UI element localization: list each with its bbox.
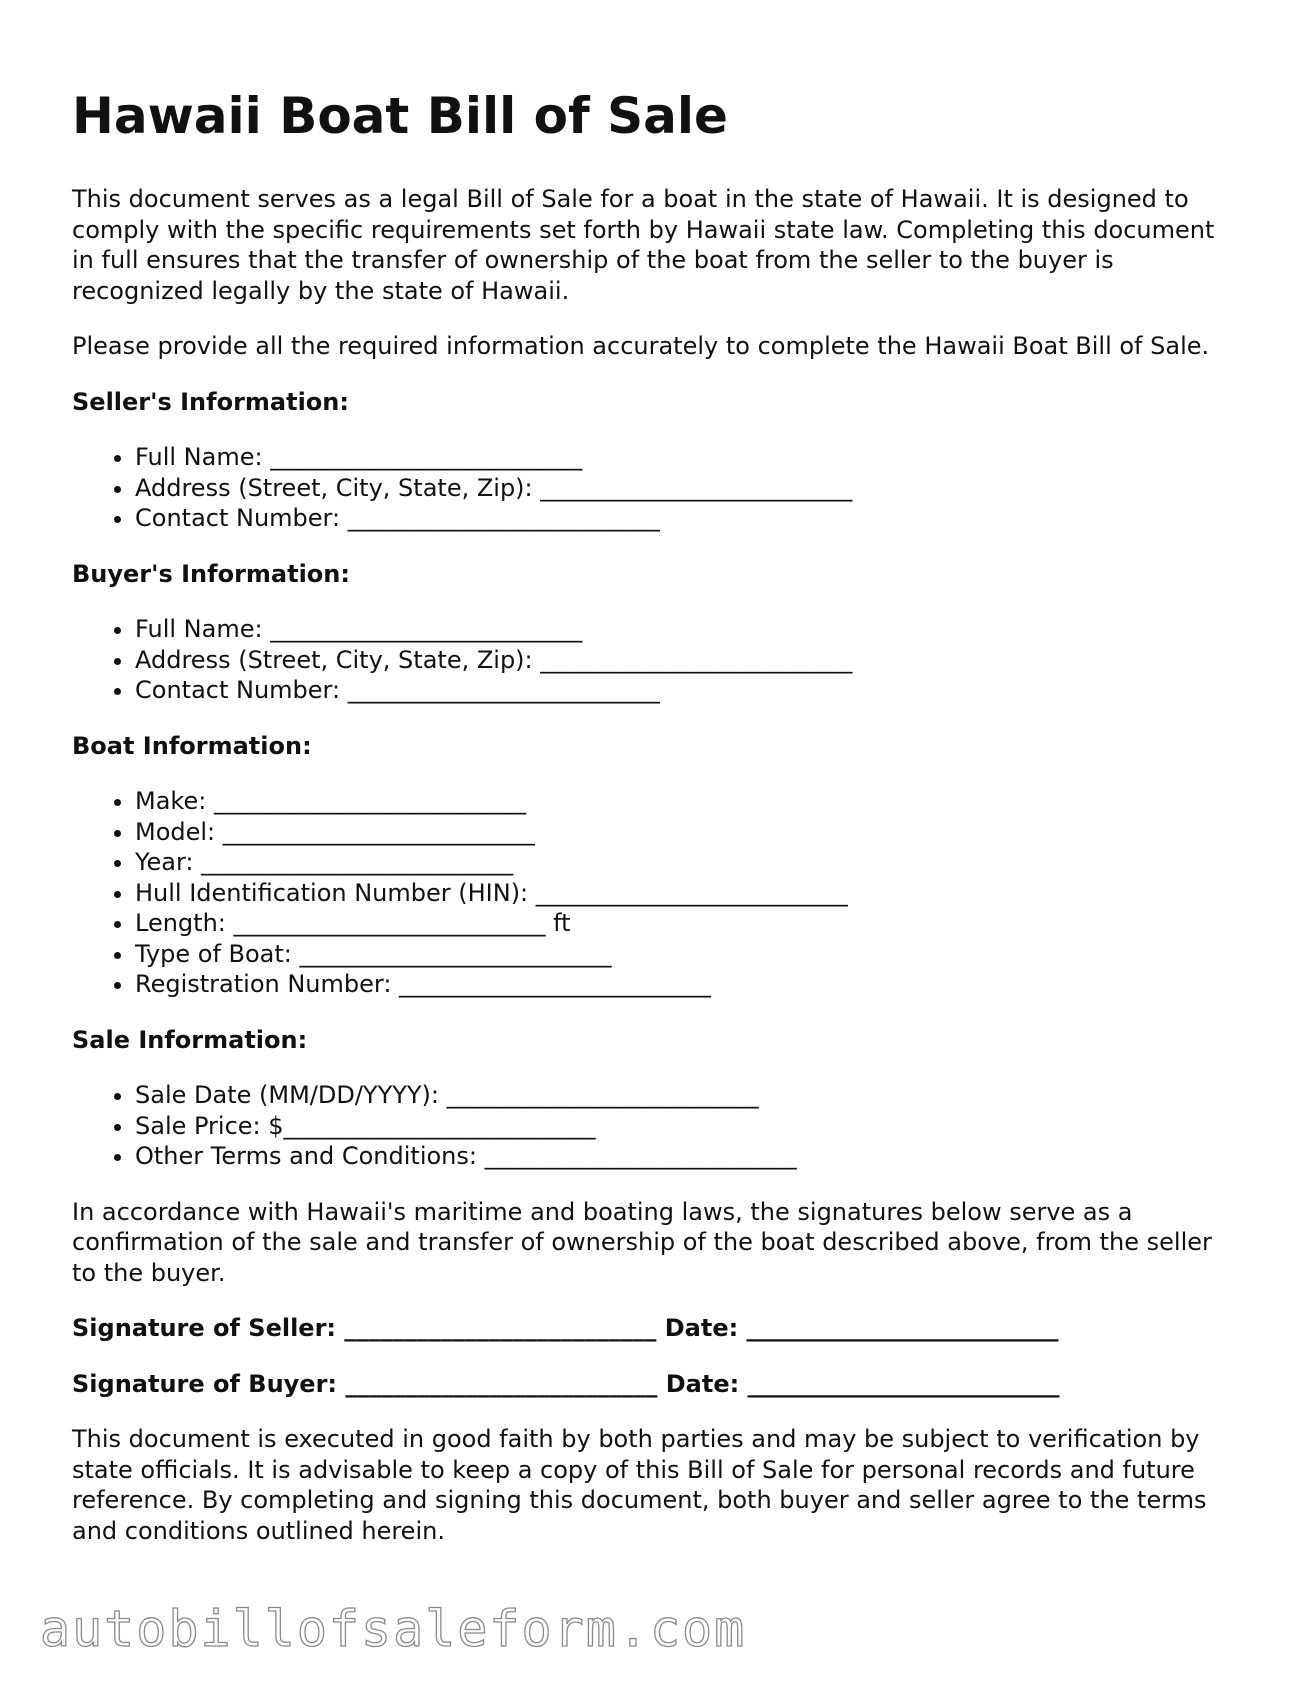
sale-fields xyxy=(72,1080,1242,1172)
seller-address-field: • Address (Street, City, State, Zip): __________________________ xyxy=(135,473,1242,504)
seller-signature-line: Signature of Seller: __________________________ Date: __________________________ xyxy=(72,1314,1059,1342)
buyer-contact-field: • Contact Number: __________________________ xyxy=(135,675,1242,706)
sale-section xyxy=(72,1025,1242,1172)
buyer-full-name-field: • Full Name: __________________________ xyxy=(135,614,1242,645)
page-title: Hawaii Boat Bill of Sale xyxy=(72,87,728,145)
buyer-signature-line: Signature of Buyer: __________________________ Date: __________________________ xyxy=(72,1369,1060,1398)
boat-heading: Boat Information: xyxy=(72,731,312,760)
buyer-fields xyxy=(72,614,1242,706)
seller-contact-field: • Contact Number: __________________________ xyxy=(135,503,1242,534)
seller-section xyxy=(72,387,1242,534)
boat-section xyxy=(72,731,1242,1000)
seller-full-name-field: • Full Name: __________________________ xyxy=(135,442,1242,473)
site-watermark: autobillofsaleform.com xyxy=(40,1600,747,1658)
sale-price-field: • Sale Price: $__________________________ xyxy=(135,1111,1242,1142)
buyer-address-field: • Address (Street, City, State, Zip): __________________________ xyxy=(135,645,1242,676)
boat-registration-field: • Registration Number: __________________________ xyxy=(135,969,1242,1000)
confirmation-paragraph: In accordance with Hawaii's maritime and boating laws, the signatures below serve as a confirmation of the sale and transfer of ownership of the boat described above, from the seller to the buyer. xyxy=(72,1197,1212,1287)
sale-terms-field: • Other Terms and Conditions: __________________________ xyxy=(135,1141,1242,1172)
boat-make-field: • Make: __________________________ xyxy=(135,786,1242,817)
document-page xyxy=(72,86,1242,1571)
intro-paragraph: This document serves as a legal Bill of Sale for a boat in the state of Hawaii. It is designed to comply with the specific requirements set forth by Hawaii state law. Completing this document in full ensures that the transfer of ownership of the boat from the seller to the buyer is recognized legally by the state of Hawaii. xyxy=(72,185,1215,305)
seller-fields xyxy=(72,442,1242,534)
sale-heading: Sale Information: xyxy=(72,1025,308,1054)
sale-date-field: • Sale Date (MM/DD/YYYY): __________________________ xyxy=(135,1080,1242,1111)
boat-type-field: • Type of Boat: __________________________ xyxy=(135,939,1242,970)
seller-heading: Seller's Information: xyxy=(72,387,349,416)
boat-model-field: • Model: __________________________ xyxy=(135,817,1242,848)
boat-length-field: • Length: __________________________ ft xyxy=(135,908,1242,939)
buyer-heading: Buyer's Information: xyxy=(72,559,350,588)
boat-hin-field: • Hull Identification Number (HIN): __________________________ xyxy=(135,878,1242,909)
closing-paragraph: This document is executed in good faith by both parties and may be subject to verification by state officials. It is advisable to keep a copy of this Bill of Sale for personal records and future reference. By completing and signing this document, both buyer and seller agree to the terms and conditions outlined herein. xyxy=(72,1425,1207,1545)
boat-fields xyxy=(72,786,1242,1000)
boat-year-field: • Year: __________________________ xyxy=(135,847,1242,878)
buyer-section xyxy=(72,559,1242,706)
instructions-paragraph: Please provide all the required information accurately to complete the Hawaii Boat Bill of Sale. xyxy=(72,332,1210,360)
